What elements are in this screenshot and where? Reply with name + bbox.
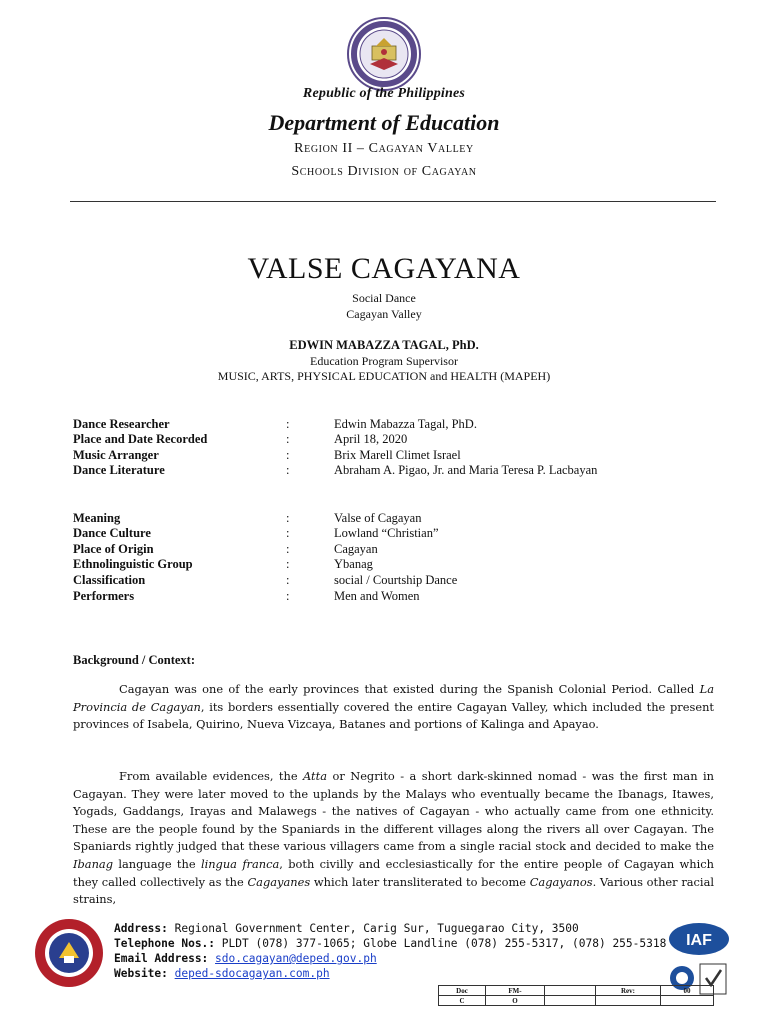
doc-table-row xyxy=(439,996,714,1006)
doc-cell xyxy=(596,996,661,1006)
info-row xyxy=(0,589,768,605)
dance-region: Cagayan Valley xyxy=(346,307,422,321)
info-colon: : xyxy=(286,589,290,603)
info-colon: : xyxy=(286,417,290,431)
doc-cell: Rev: xyxy=(596,986,661,996)
footer-telephone: Telephone Nos.: PLDT (078) 377-1065; Globe Landline (078) 255-5317, (078) 255-5318 xyxy=(114,937,667,950)
info-row xyxy=(0,448,768,464)
info-value: Brix Marell Climet Israel xyxy=(334,448,461,462)
author-role: Education Program Supervisor xyxy=(310,354,458,368)
info-label: Place and Date Recorded xyxy=(73,432,208,446)
region-heading: Region II – Cagayan Valley xyxy=(294,141,474,156)
background-paragraph-1: Cagayan was one of the early provinces that existed during the Spanish Colonial Period. Called La Provincia de Cagayan, its borders essentially covered the entire Cagayan Valley, which included the present provinces of Isabela, Quirino, Nueva Vizcaya, Batanes and portions of Kalinga and Apayao. xyxy=(73,682,714,732)
email-link[interactable]: sdo.cagayan@deped.gov.ph xyxy=(215,952,377,965)
info-value: Valse of Cagayan xyxy=(334,511,422,525)
website-link[interactable]: deped-sdocagayan.com.ph xyxy=(174,967,330,980)
document-control-table xyxy=(438,985,714,1006)
footer-contact xyxy=(114,921,666,981)
info-colon: : xyxy=(286,573,290,587)
program-name: MUSIC, ARTS, PHYSICAL EDUCATION and HEALTH (MAPEH) xyxy=(217,369,551,383)
doc-cell xyxy=(545,986,596,996)
background-heading: Background / Context: xyxy=(73,653,196,667)
info-label: Place of Origin xyxy=(73,542,154,556)
footer-address: Address: Regional Government Center, Carig Sur, Tuguegarao City, 3500 xyxy=(114,922,579,935)
info-label: Performers xyxy=(73,589,135,603)
document-title: VALSE CAGAYANA xyxy=(247,252,521,285)
info-colon: : xyxy=(286,448,290,462)
info-colon: : xyxy=(286,542,290,556)
info-row xyxy=(0,557,768,573)
info-row xyxy=(0,573,768,589)
iaf-logo xyxy=(668,922,730,956)
info-colon: : xyxy=(286,463,290,477)
republic-heading: Republic of the Philippines xyxy=(302,86,466,101)
info-value: social / Courtship Dance xyxy=(334,573,458,587)
background-paragraph-2: From available evidences, the Atta or Negrito - a short dark-skinned nomad - was the first man in Cagayan. They were later moved to the uplands by the Malays who eventually became the Ibanags, Itawes, Yogads, Gaddangs, Irayas and Malawegs - the natives of Cagayan - who actually came from one ethnicity. These are the people found by the Spaniards in the different villages along the rivers all over Cagayan. The Spaniards rightly judged that these various villagers came from a single racial stock and decided to make the Ibanag language the lingua franca, both civilly and ecclesiastically for the entire people of Cagayan which they called collectively as the Cagayanes which later transliterated to become Cagayanos. Various other racial strains, xyxy=(73,769,715,907)
department-heading: Department of Education xyxy=(268,110,500,135)
dance-type: Social Dance xyxy=(352,291,416,305)
doc-cell: FM- xyxy=(486,986,545,996)
division-seal-logo xyxy=(34,918,104,988)
info-value: Ybanag xyxy=(334,557,373,571)
info-colon: : xyxy=(286,526,290,540)
info-label: Dance Culture xyxy=(73,526,151,540)
info-value: April 18, 2020 xyxy=(334,432,408,446)
author-name: EDWIN MABAZZA TAGAL, PhD. xyxy=(289,338,479,352)
doc-cell: 00 xyxy=(661,986,714,996)
info-label: Music Arranger xyxy=(73,448,159,462)
info-value: Edwin Mabazza Tagal, PhD. xyxy=(334,417,477,431)
doc-cell: O xyxy=(486,996,545,1006)
doc-cell xyxy=(661,996,714,1006)
info-colon: : xyxy=(286,557,290,571)
footer-email: Email Address: sdo.cagayan@deped.gov.ph xyxy=(114,952,377,965)
doc-cell: C xyxy=(439,996,486,1006)
info-row xyxy=(0,417,768,433)
info-row xyxy=(0,542,768,558)
info-value: Men and Women xyxy=(334,589,420,603)
footer-website: Website: deped-sdocagayan.com.ph xyxy=(114,967,330,980)
info-row xyxy=(0,432,768,448)
info-row xyxy=(0,511,768,527)
info-label: Dance Researcher xyxy=(73,417,170,431)
deped-seal-logo xyxy=(346,16,422,92)
doc-cell xyxy=(545,996,596,1006)
info-label: Classification xyxy=(73,573,146,587)
doc-table-row xyxy=(439,986,714,996)
info-value: Abraham A. Pigao, Jr. and Maria Teresa P. Lacbayan xyxy=(334,463,598,477)
info-value: Cagayan xyxy=(334,542,378,556)
info-colon: : xyxy=(286,432,290,446)
info-colon: : xyxy=(286,511,290,525)
iaf-text: IAF xyxy=(686,932,712,949)
info-value: Lowland “Christian” xyxy=(334,526,439,540)
doc-cell: Doc xyxy=(439,986,486,996)
info-label: Ethnolinguistic Group xyxy=(73,557,193,571)
header-divider xyxy=(70,201,716,202)
info-row xyxy=(0,526,768,542)
info-row xyxy=(0,463,768,479)
info-label: Meaning xyxy=(73,511,121,525)
division-heading: Schools Division of Cagayan xyxy=(291,164,477,179)
info-label: Dance Literature xyxy=(73,463,165,477)
